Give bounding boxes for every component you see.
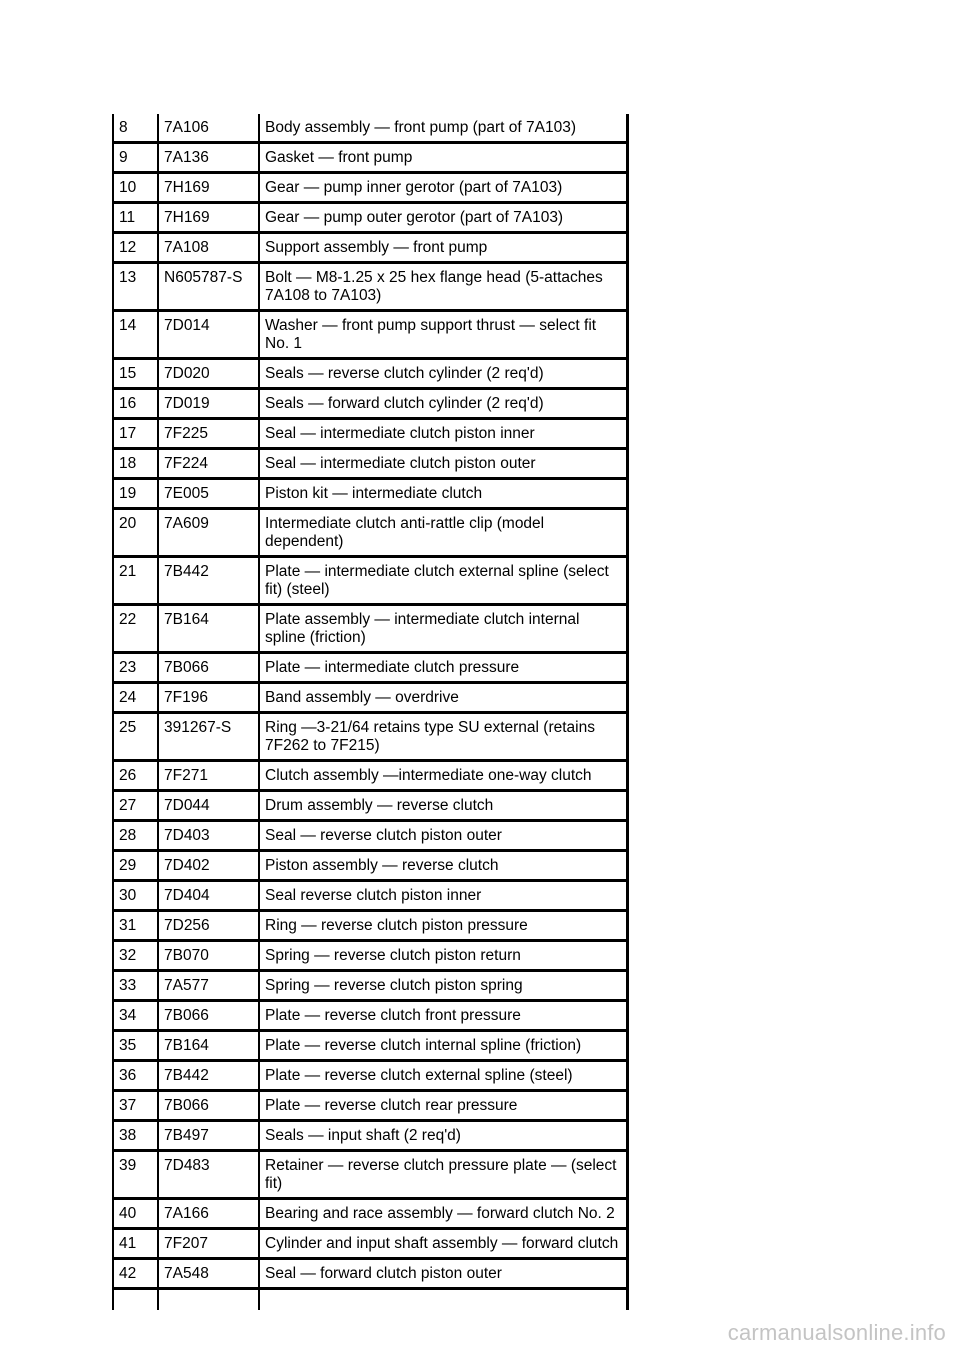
table-row <box>113 449 627 479</box>
part-number-cell: 7D044 <box>158 791 259 821</box>
description-cell: Gasket — front pump <box>259 143 627 173</box>
table-row <box>113 1199 627 1229</box>
table-row <box>113 1229 627 1259</box>
table-row <box>113 479 627 509</box>
part-number-cell: 7D403 <box>158 821 259 851</box>
description-cell: Seal — reverse clutch piston outer <box>259 821 627 851</box>
table-row <box>113 881 627 911</box>
item-number-cell: 40 <box>113 1199 158 1229</box>
description-cell: Plate assembly — intermediate clutch internal spline (friction) <box>259 605 627 653</box>
table-row <box>113 971 627 1001</box>
part-number-cell: 7B164 <box>158 1031 259 1061</box>
table-row <box>113 791 627 821</box>
parts-table-body <box>113 114 627 1310</box>
table-row <box>113 233 627 263</box>
table-row <box>113 173 627 203</box>
table-row <box>113 1001 627 1031</box>
table-row <box>113 557 627 605</box>
part-number-cell: 7B442 <box>158 557 259 605</box>
table-row <box>113 1121 627 1151</box>
table-row <box>113 203 627 233</box>
part-number-cell: 7F224 <box>158 449 259 479</box>
description-cell: Ring — reverse clutch piston pressure <box>259 911 627 941</box>
part-number-cell: 7A609 <box>158 509 259 557</box>
item-number-cell: 38 <box>113 1121 158 1151</box>
description-cell: Bearing and race assembly — forward clutch No. 2 <box>259 1199 627 1229</box>
part-number-cell: 7B164 <box>158 605 259 653</box>
table-row <box>113 821 627 851</box>
table-row <box>113 263 627 311</box>
part-number-cell: 7A136 <box>158 143 259 173</box>
description-cell: Bolt — M8-1.25 x 25 hex flange head (5-attaches 7A108 to 7A103) <box>259 263 627 311</box>
description-cell: Seal — intermediate clutch piston inner <box>259 419 627 449</box>
watermark: carmanualsonline.info <box>727 1320 946 1345</box>
item-number-cell: 12 <box>113 233 158 263</box>
description-cell: Washer — front pump support thrust — select fit No. 1 <box>259 311 627 359</box>
part-number-cell: 7F207 <box>158 1229 259 1259</box>
description-cell: Seal — intermediate clutch piston outer <box>259 449 627 479</box>
item-number-cell: 19 <box>113 479 158 509</box>
item-number-cell: 14 <box>113 311 158 359</box>
part-number-cell: 7F225 <box>158 419 259 449</box>
item-number-cell: 28 <box>113 821 158 851</box>
table-row <box>113 911 627 941</box>
table-row-empty <box>113 1289 627 1311</box>
empty-cell <box>259 1289 627 1311</box>
table-row <box>113 509 627 557</box>
part-number-cell: 7B066 <box>158 1091 259 1121</box>
description-cell: Ring —3-21/64 retains type SU external (retains 7F262 to 7F215) <box>259 713 627 761</box>
part-number-cell: 7D014 <box>158 311 259 359</box>
item-number-cell: 34 <box>113 1001 158 1031</box>
description-cell: Plate — intermediate clutch external spline (select fit) (steel) <box>259 557 627 605</box>
table-row <box>113 713 627 761</box>
description-cell: Seals — reverse clutch cylinder (2 req'd) <box>259 359 627 389</box>
table-row <box>113 683 627 713</box>
item-number-cell: 41 <box>113 1229 158 1259</box>
description-cell: Piston assembly — reverse clutch <box>259 851 627 881</box>
item-number-cell: 36 <box>113 1061 158 1091</box>
part-number-cell: 7F196 <box>158 683 259 713</box>
description-cell: Seals — input shaft (2 req'd) <box>259 1121 627 1151</box>
description-cell: Intermediate clutch anti-rattle clip (model dependent) <box>259 509 627 557</box>
item-number-cell: 15 <box>113 359 158 389</box>
part-number-cell: 7B066 <box>158 1001 259 1031</box>
item-number-cell: 24 <box>113 683 158 713</box>
table-row <box>113 761 627 791</box>
item-number-cell: 13 <box>113 263 158 311</box>
description-cell: Band assembly — overdrive <box>259 683 627 713</box>
item-number-cell: 35 <box>113 1031 158 1061</box>
part-number-cell: 7A108 <box>158 233 259 263</box>
item-number-cell: 39 <box>113 1151 158 1199</box>
item-number-cell: 16 <box>113 389 158 419</box>
description-cell: Drum assembly — reverse clutch <box>259 791 627 821</box>
description-cell: Plate — reverse clutch front pressure <box>259 1001 627 1031</box>
description-cell: Spring — reverse clutch piston spring <box>259 971 627 1001</box>
description-cell: Retainer — reverse clutch pressure plate — (select fit) <box>259 1151 627 1199</box>
table-row <box>113 419 627 449</box>
description-cell: Plate — reverse clutch rear pressure <box>259 1091 627 1121</box>
table-row <box>113 114 627 143</box>
part-number-cell: 7D256 <box>158 911 259 941</box>
item-number-cell: 20 <box>113 509 158 557</box>
part-number-cell: 7D404 <box>158 881 259 911</box>
table-row <box>113 941 627 971</box>
part-number-cell: 7A106 <box>158 114 259 143</box>
item-number-cell: 42 <box>113 1259 158 1289</box>
part-number-cell: 7A548 <box>158 1259 259 1289</box>
table-row <box>113 143 627 173</box>
part-number-cell: 7E005 <box>158 479 259 509</box>
part-number-cell: 7H169 <box>158 203 259 233</box>
item-number-cell: 10 <box>113 173 158 203</box>
table-row <box>113 1061 627 1091</box>
part-number-cell: 7A166 <box>158 1199 259 1229</box>
description-cell: Seals — forward clutch cylinder (2 req'd) <box>259 389 627 419</box>
item-number-cell: 29 <box>113 851 158 881</box>
description-cell: Seal — forward clutch piston outer <box>259 1259 627 1289</box>
description-cell: Plate — reverse clutch internal spline (friction) <box>259 1031 627 1061</box>
part-number-cell: 7F271 <box>158 761 259 791</box>
part-number-cell: 7D020 <box>158 359 259 389</box>
part-number-cell: 7H169 <box>158 173 259 203</box>
table-row <box>113 311 627 359</box>
description-cell: Gear — pump inner gerotor (part of 7A103) <box>259 173 627 203</box>
description-cell: Plate — intermediate clutch pressure <box>259 653 627 683</box>
description-cell: Plate — reverse clutch external spline (steel) <box>259 1061 627 1091</box>
item-number-cell: 9 <box>113 143 158 173</box>
part-number-cell: 7D019 <box>158 389 259 419</box>
table-row <box>113 605 627 653</box>
item-number-cell: 22 <box>113 605 158 653</box>
description-cell: Body assembly — front pump (part of 7A103) <box>259 114 627 143</box>
description-cell: Clutch assembly —intermediate one-way clutch <box>259 761 627 791</box>
part-number-cell: 7B497 <box>158 1121 259 1151</box>
empty-cell <box>113 1289 158 1311</box>
item-number-cell: 26 <box>113 761 158 791</box>
description-cell: Piston kit — intermediate clutch <box>259 479 627 509</box>
table-row <box>113 1091 627 1121</box>
description-cell: Cylinder and input shaft assembly — forward clutch <box>259 1229 627 1259</box>
table-row <box>113 653 627 683</box>
item-number-cell: 37 <box>113 1091 158 1121</box>
part-number-cell: 7D402 <box>158 851 259 881</box>
description-cell: Seal reverse clutch piston inner <box>259 881 627 911</box>
item-number-cell: 11 <box>113 203 158 233</box>
description-cell: Support assembly — front pump <box>259 233 627 263</box>
item-number-cell: 23 <box>113 653 158 683</box>
item-number-cell: 31 <box>113 911 158 941</box>
item-number-cell: 21 <box>113 557 158 605</box>
part-number-cell: 7A577 <box>158 971 259 1001</box>
part-number-cell: N605787-S <box>158 263 259 311</box>
item-number-cell: 18 <box>113 449 158 479</box>
item-number-cell: 17 <box>113 419 158 449</box>
part-number-cell: 7B442 <box>158 1061 259 1091</box>
table-row <box>113 1031 627 1061</box>
item-number-cell: 27 <box>113 791 158 821</box>
table-row <box>113 851 627 881</box>
parts-table <box>112 114 629 1310</box>
description-cell: Spring — reverse clutch piston return <box>259 941 627 971</box>
item-number-cell: 8 <box>113 114 158 143</box>
part-number-cell: 7B066 <box>158 653 259 683</box>
table-row <box>113 1259 627 1289</box>
description-cell: Gear — pump outer gerotor (part of 7A103) <box>259 203 627 233</box>
table-row <box>113 389 627 419</box>
item-number-cell: 25 <box>113 713 158 761</box>
part-number-cell: 7D483 <box>158 1151 259 1199</box>
item-number-cell: 30 <box>113 881 158 911</box>
item-number-cell: 32 <box>113 941 158 971</box>
table-row <box>113 359 627 389</box>
part-number-cell: 7B070 <box>158 941 259 971</box>
item-number-cell: 33 <box>113 971 158 1001</box>
empty-cell <box>158 1289 259 1311</box>
part-number-cell: 391267-S <box>158 713 259 761</box>
table-row <box>113 1151 627 1199</box>
